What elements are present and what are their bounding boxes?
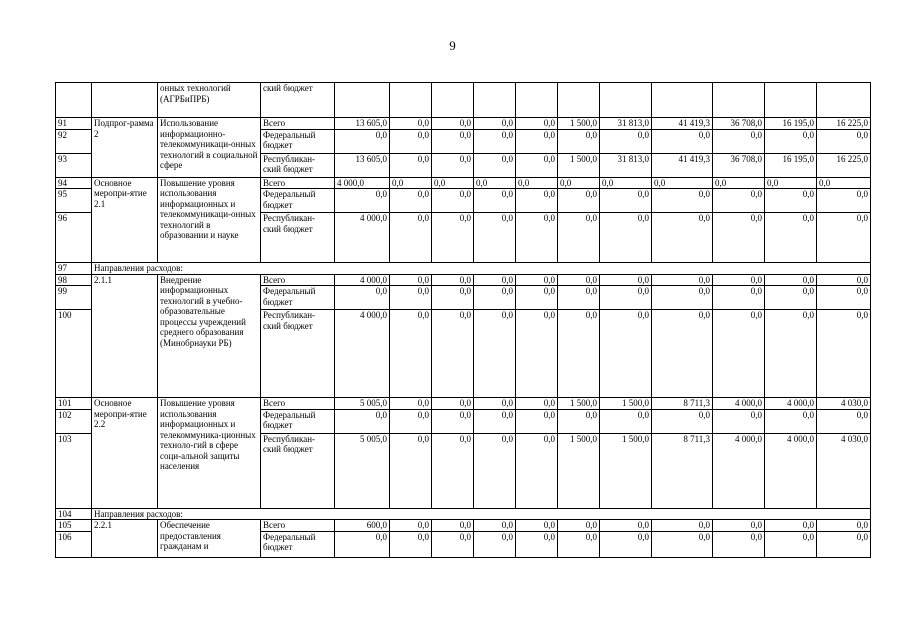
- amount-cell: 31 813,0: [600, 118, 652, 130]
- funding-source: Федеральный бюджет: [261, 129, 335, 153]
- measure-name: Внедрение информационных технологий в учебно-образовательные процессы учреждений среднего образования (Минобрнауки РБ): [158, 274, 261, 398]
- row-number: 103: [56, 433, 92, 508]
- program-code: Основное меропри-ятие 2.1: [92, 177, 158, 263]
- amount-cell: 4 000,0: [335, 310, 390, 398]
- amount-cell: 0,0: [600, 274, 652, 286]
- funding-source: ский бюджет: [261, 83, 335, 118]
- amount-cell: [335, 83, 390, 118]
- amount-cell: 0,0: [652, 129, 713, 153]
- amount-cell: 0,0: [713, 129, 765, 153]
- amount-cell: 0,0: [390, 409, 432, 433]
- amount-cell: 0,0: [652, 409, 713, 433]
- amount-cell: 0,0: [558, 286, 600, 310]
- amount-cell: 0,0: [652, 286, 713, 310]
- amount-cell: 0,0: [516, 177, 558, 189]
- funding-source: Федеральный бюджет: [261, 286, 335, 310]
- amount-cell: 0,0: [558, 531, 600, 557]
- amount-cell: 0,0: [652, 189, 713, 213]
- section-heading: Направления расходов:: [92, 508, 871, 520]
- amount-cell: 600,0: [335, 520, 390, 532]
- amount-cell: 1 500,0: [600, 398, 652, 410]
- page-number: 9: [449, 38, 456, 53]
- amount-cell: 4 000,0: [713, 433, 765, 508]
- row-number: 91: [56, 118, 92, 130]
- amount-cell: 0,0: [474, 310, 516, 398]
- amount-cell: 0,0: [765, 310, 817, 398]
- funding-source: Федеральный бюджет: [261, 531, 335, 557]
- amount-cell: 0,0: [765, 286, 817, 310]
- amount-cell: [516, 83, 558, 118]
- amount-cell: 0,0: [335, 189, 390, 213]
- amount-cell: 0,0: [558, 310, 600, 398]
- funding-source: Всего: [261, 520, 335, 532]
- table-row: [56, 118, 871, 130]
- amount-cell: [713, 83, 765, 118]
- table-row: [56, 274, 871, 286]
- amount-cell: 0,0: [432, 286, 474, 310]
- amount-cell: 0,0: [652, 310, 713, 398]
- amount-cell: 0,0: [713, 213, 765, 263]
- amount-cell: 0,0: [432, 213, 474, 263]
- amount-cell: 0,0: [765, 213, 817, 263]
- amount-cell: 0,0: [474, 129, 516, 153]
- row-number: 100: [56, 310, 92, 398]
- program-code: Основное меропри-ятие 2.2: [92, 398, 158, 509]
- amount-cell: 0,0: [432, 189, 474, 213]
- amount-cell: 41 419,3: [652, 153, 713, 177]
- amount-cell: 0,0: [516, 274, 558, 286]
- row-number: 98: [56, 274, 92, 286]
- funding-source: Федеральный бюджет: [261, 409, 335, 433]
- amount-cell: 0,0: [474, 433, 516, 508]
- amount-cell: 0,0: [516, 398, 558, 410]
- amount-cell: 0,0: [765, 274, 817, 286]
- amount-cell: 36 708,0: [713, 153, 765, 177]
- amount-cell: 0,0: [432, 310, 474, 398]
- amount-cell: 0,0: [516, 520, 558, 532]
- amount-cell: 8 711,3: [652, 433, 713, 508]
- funding-source: Всего: [261, 118, 335, 130]
- amount-cell: 36 708,0: [713, 118, 765, 130]
- section-heading: Направления расходов:: [92, 263, 871, 275]
- funding-source: Всего: [261, 274, 335, 286]
- funding-source: Всего: [261, 177, 335, 189]
- amount-cell: 41 419,3: [652, 118, 713, 130]
- amount-cell: 0,0: [335, 531, 390, 557]
- amount-cell: 0,0: [432, 531, 474, 557]
- amount-cell: 1 500,0: [558, 153, 600, 177]
- amount-cell: 4 030,0: [817, 433, 871, 508]
- amount-cell: 0,0: [713, 531, 765, 557]
- amount-cell: 0,0: [516, 153, 558, 177]
- amount-cell: 0,0: [516, 433, 558, 508]
- amount-cell: 0,0: [765, 129, 817, 153]
- amount-cell: 0,0: [516, 118, 558, 130]
- amount-cell: [765, 83, 817, 118]
- amount-cell: 0,0: [558, 274, 600, 286]
- amount-cell: 0,0: [390, 153, 432, 177]
- amount-cell: [432, 83, 474, 118]
- funding-source: Республикан-ский бюджет: [261, 153, 335, 177]
- amount-cell: 0,0: [390, 531, 432, 557]
- row-number: 99: [56, 286, 92, 310]
- measure-name: Использование информационно-телекоммуникаци-онных технологий в социальной сфере: [158, 118, 261, 178]
- row-number: 95: [56, 189, 92, 213]
- table-row: [56, 177, 871, 189]
- amount-cell: 0,0: [432, 433, 474, 508]
- amount-cell: 0,0: [474, 274, 516, 286]
- amount-cell: 0,0: [390, 286, 432, 310]
- amount-cell: 8 711,3: [652, 398, 713, 410]
- amount-cell: 0,0: [558, 129, 600, 153]
- amount-cell: 0,0: [817, 189, 871, 213]
- amount-cell: 0,0: [335, 129, 390, 153]
- row-number: [56, 83, 92, 118]
- amount-cell: 0,0: [817, 286, 871, 310]
- amount-cell: 0,0: [600, 520, 652, 532]
- amount-cell: 0,0: [652, 177, 713, 189]
- amount-cell: 0,0: [558, 409, 600, 433]
- amount-cell: 0,0: [432, 409, 474, 433]
- row-number: 97: [56, 263, 92, 275]
- amount-cell: [600, 83, 652, 118]
- budget-table: [55, 82, 871, 558]
- row-number: 104: [56, 508, 92, 520]
- amount-cell: 0,0: [765, 520, 817, 532]
- amount-cell: 0,0: [390, 274, 432, 286]
- program-code: 2.1.1: [92, 274, 158, 398]
- table-row: [56, 520, 871, 532]
- amount-cell: 0,0: [713, 310, 765, 398]
- amount-cell: 0,0: [817, 531, 871, 557]
- amount-cell: 0,0: [474, 118, 516, 130]
- amount-cell: 0,0: [516, 310, 558, 398]
- amount-cell: 4 000,0: [335, 274, 390, 286]
- amount-cell: 0,0: [474, 286, 516, 310]
- amount-cell: 0,0: [817, 129, 871, 153]
- amount-cell: 16 195,0: [765, 153, 817, 177]
- amount-cell: 0,0: [600, 409, 652, 433]
- amount-cell: 0,0: [390, 118, 432, 130]
- amount-cell: 0,0: [474, 409, 516, 433]
- amount-cell: 0,0: [390, 129, 432, 153]
- table-row: [56, 83, 871, 118]
- amount-cell: 4 000,0: [765, 398, 817, 410]
- amount-cell: 0,0: [713, 286, 765, 310]
- funding-source: Республикан-ский бюджет: [261, 310, 335, 398]
- amount-cell: 0,0: [600, 310, 652, 398]
- amount-cell: 0,0: [474, 531, 516, 557]
- amount-cell: 0,0: [652, 213, 713, 263]
- table-row: [56, 508, 871, 520]
- row-number: 92: [56, 129, 92, 153]
- amount-cell: 0,0: [558, 189, 600, 213]
- amount-cell: 0,0: [390, 433, 432, 508]
- amount-cell: [558, 83, 600, 118]
- row-number: 105: [56, 520, 92, 532]
- amount-cell: 0,0: [432, 398, 474, 410]
- amount-cell: 0,0: [474, 213, 516, 263]
- amount-cell: 13 605,0: [335, 153, 390, 177]
- amount-cell: 0,0: [600, 286, 652, 310]
- amount-cell: 16 225,0: [817, 118, 871, 130]
- amount-cell: 0,0: [390, 520, 432, 532]
- amount-cell: 4 000,0: [765, 433, 817, 508]
- amount-cell: 0,0: [474, 398, 516, 410]
- measure-name: Повышение уровня использования информационных и телекоммуникаци-онных технологий в образовании и науке: [158, 177, 261, 263]
- amount-cell: 0,0: [390, 189, 432, 213]
- amount-cell: 0,0: [474, 177, 516, 189]
- amount-cell: 0,0: [817, 310, 871, 398]
- row-number: 94: [56, 177, 92, 189]
- amount-cell: 0,0: [516, 286, 558, 310]
- amount-cell: 0,0: [652, 531, 713, 557]
- table-row: [56, 263, 871, 275]
- funding-source: Республикан-ский бюджет: [261, 213, 335, 263]
- amount-cell: 0,0: [390, 213, 432, 263]
- amount-cell: 4 000,0: [335, 177, 390, 189]
- amount-cell: 0,0: [516, 189, 558, 213]
- amount-cell: 13 605,0: [335, 118, 390, 130]
- amount-cell: 0,0: [713, 189, 765, 213]
- amount-cell: 0,0: [558, 213, 600, 263]
- row-number: 96: [56, 213, 92, 263]
- amount-cell: 0,0: [765, 177, 817, 189]
- amount-cell: 4 030,0: [817, 398, 871, 410]
- table-row: [56, 398, 871, 410]
- program-code: [92, 83, 158, 118]
- amount-cell: [390, 83, 432, 118]
- funding-source: Республикан-ский бюджет: [261, 433, 335, 508]
- row-number: 106: [56, 531, 92, 557]
- amount-cell: 31 813,0: [600, 153, 652, 177]
- amount-cell: 0,0: [516, 409, 558, 433]
- amount-cell: 0,0: [817, 274, 871, 286]
- amount-cell: [474, 83, 516, 118]
- amount-cell: 0,0: [432, 177, 474, 189]
- amount-cell: 0,0: [765, 189, 817, 213]
- amount-cell: 4 000,0: [335, 213, 390, 263]
- amount-cell: 0,0: [432, 274, 474, 286]
- amount-cell: [652, 83, 713, 118]
- amount-cell: 0,0: [432, 153, 474, 177]
- amount-cell: 0,0: [713, 274, 765, 286]
- amount-cell: 16 225,0: [817, 153, 871, 177]
- amount-cell: 0,0: [600, 177, 652, 189]
- amount-cell: 0,0: [765, 409, 817, 433]
- amount-cell: 0,0: [652, 520, 713, 532]
- amount-cell: 1 500,0: [558, 118, 600, 130]
- amount-cell: 0,0: [558, 520, 600, 532]
- amount-cell: 0,0: [432, 129, 474, 153]
- amount-cell: 0,0: [600, 129, 652, 153]
- measure-name: Обеспечение предоставления гражданам и: [158, 520, 261, 558]
- amount-cell: 0,0: [713, 177, 765, 189]
- amount-cell: [817, 83, 871, 118]
- amount-cell: 4 000,0: [713, 398, 765, 410]
- amount-cell: 0,0: [713, 409, 765, 433]
- amount-cell: 0,0: [432, 118, 474, 130]
- row-number: 93: [56, 153, 92, 177]
- amount-cell: 0,0: [390, 398, 432, 410]
- amount-cell: 0,0: [652, 274, 713, 286]
- amount-cell: 0,0: [335, 286, 390, 310]
- measure-name: Повышение уровня использования информационных и телекоммуника-ционных техноло-гий в сфере соци-альной защиты населения: [158, 398, 261, 509]
- amount-cell: 0,0: [335, 409, 390, 433]
- amount-cell: 0,0: [600, 213, 652, 263]
- measure-name: онных технологий (АГРБиПРБ): [158, 83, 261, 118]
- program-code: Подпрог-рамма 2: [92, 118, 158, 178]
- amount-cell: 0,0: [516, 531, 558, 557]
- amount-cell: 0,0: [817, 409, 871, 433]
- amount-cell: 0,0: [713, 520, 765, 532]
- amount-cell: 5 005,0: [335, 433, 390, 508]
- amount-cell: 0,0: [474, 520, 516, 532]
- amount-cell: 1 500,0: [558, 433, 600, 508]
- row-number: 101: [56, 398, 92, 410]
- row-number: 102: [56, 409, 92, 433]
- amount-cell: 0,0: [817, 213, 871, 263]
- amount-cell: 0,0: [600, 531, 652, 557]
- amount-cell: 0,0: [474, 189, 516, 213]
- amount-cell: 0,0: [558, 177, 600, 189]
- amount-cell: 0,0: [516, 129, 558, 153]
- funding-source: Федеральный бюджет: [261, 189, 335, 213]
- amount-cell: 0,0: [817, 177, 871, 189]
- amount-cell: 1 500,0: [600, 433, 652, 508]
- amount-cell: 0,0: [390, 177, 432, 189]
- amount-cell: 0,0: [516, 213, 558, 263]
- amount-cell: 0,0: [432, 520, 474, 532]
- amount-cell: 1 500,0: [558, 398, 600, 410]
- amount-cell: 5 005,0: [335, 398, 390, 410]
- amount-cell: 0,0: [474, 153, 516, 177]
- amount-cell: 0,0: [390, 310, 432, 398]
- amount-cell: 16 195,0: [765, 118, 817, 130]
- amount-cell: 0,0: [765, 531, 817, 557]
- funding-source: Всего: [261, 398, 335, 410]
- amount-cell: 0,0: [817, 520, 871, 532]
- program-code: 2.2.1: [92, 520, 158, 558]
- amount-cell: 0,0: [600, 189, 652, 213]
